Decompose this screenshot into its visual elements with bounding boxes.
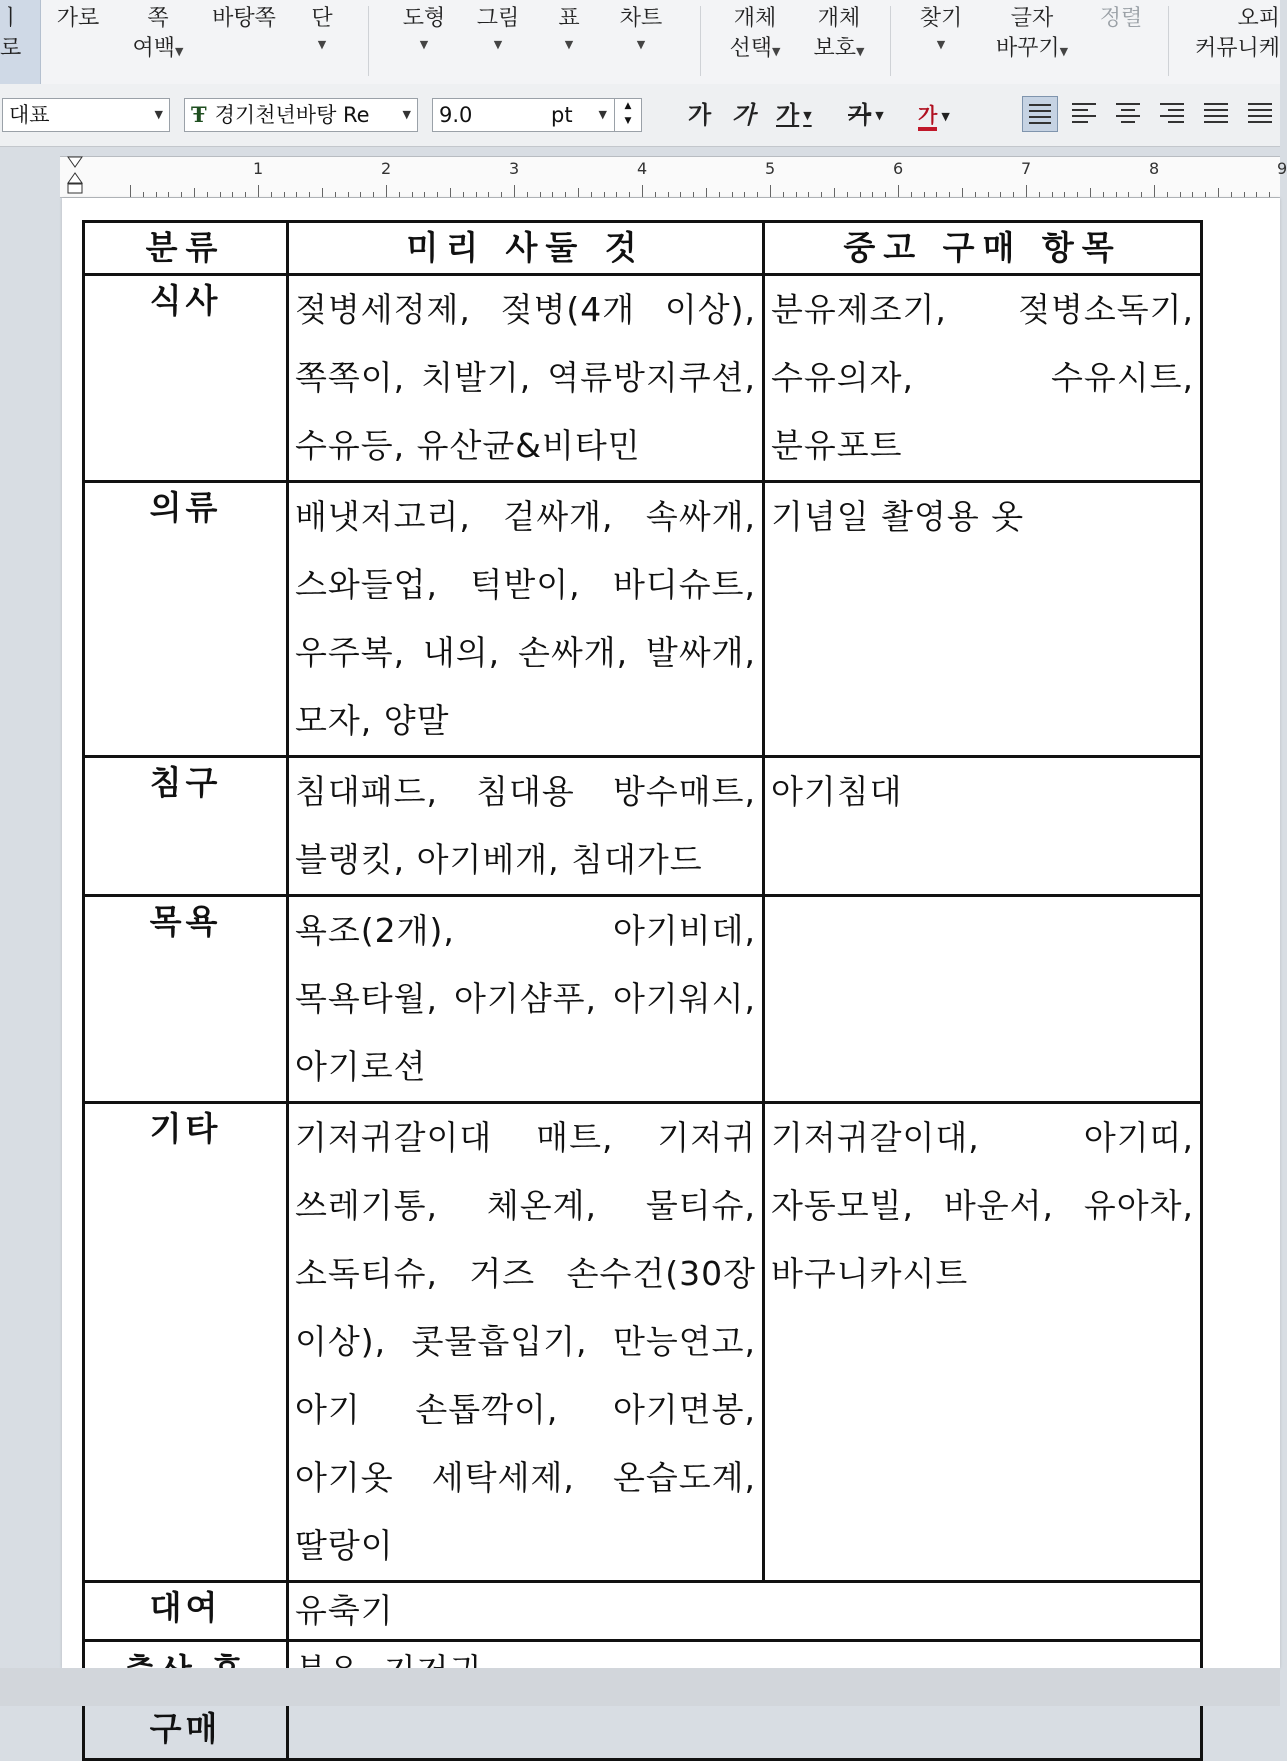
strikethrough-button[interactable]: 가 ▼: [848, 101, 884, 129]
ribbon-label: 찾기: [919, 6, 963, 31]
ruler-tick: [1116, 192, 1117, 197]
ruler-tick: [693, 192, 694, 197]
ribbon-label: 쪽: [147, 6, 169, 31]
ruler-tick: [1231, 192, 1232, 197]
font-value: 경기천년바탕 Re: [214, 103, 370, 127]
ribbon-item-landscape[interactable]: [50, 0, 106, 84]
ruler-tick: [1180, 192, 1181, 197]
ruler-tick: [181, 192, 182, 197]
used-purchase-cell[interactable]: 아기침대: [764, 757, 1202, 896]
buy-in-advance-cell[interactable]: 침대패드, 침대용 방수매트, 블랭킷, 아기베개, 침대가드: [288, 757, 764, 896]
ribbon-toolbar: [0, 0, 1280, 85]
ruler-tick: [360, 192, 361, 197]
bold-button[interactable]: 가: [688, 101, 712, 129]
ruler-tick: [629, 192, 630, 197]
ruler-tick: [770, 185, 771, 197]
ribbon-item-page-margin[interactable]: [120, 0, 196, 84]
ribbon-item-find[interactable]: [914, 0, 968, 84]
buy-in-advance-cell[interactable]: 기저귀갈이대 매트, 기저귀 쓰레기통, 체온계, 물티슈, 소독티슈, 거즈 손수건(30장 이상), 콧물흡입기, 만능연고, 아기 손톱깍이, 아기면봉, 아기옷 세탁세제, 온습도계, 딸랑이: [288, 1103, 764, 1582]
ruler-tick: [744, 192, 745, 197]
ruler-tick: [655, 192, 656, 197]
ruler-tick: [898, 185, 899, 197]
ruler-tick: [885, 192, 886, 197]
align-justify-button[interactable]: [1022, 96, 1058, 132]
ruler-tick: [501, 192, 502, 197]
category-cell[interactable]: 기타: [84, 1103, 288, 1582]
ruler-tick: [706, 188, 707, 197]
used-purchase-cell[interactable]: [764, 896, 1202, 1103]
font-select[interactable]: [184, 98, 418, 132]
ruler-tick: [808, 192, 809, 197]
table-row: [84, 1103, 1202, 1582]
dropdown-arrow-icon: ▼: [564, 38, 574, 51]
italic-button[interactable]: 가: [732, 101, 756, 129]
ruler-tick: [642, 185, 643, 197]
ruler-tick: [271, 192, 272, 197]
ruler-tick: [156, 192, 157, 197]
ruler-tick: [860, 192, 861, 197]
ruler-number: 3: [509, 159, 520, 178]
table-header-cell[interactable]: 중고 구매 항목: [764, 222, 1202, 275]
ruler-tick: [527, 192, 528, 197]
ruler-tick: [1000, 192, 1001, 197]
table-header-cell[interactable]: 분류: [84, 222, 288, 275]
font-size-select[interactable]: [432, 98, 642, 132]
ruler-tick: [1154, 185, 1155, 197]
ribbon-label: 차트: [619, 6, 663, 31]
ribbon-label: ㅣ로: [0, 6, 22, 61]
ruler-tick: [220, 192, 221, 197]
buy-in-advance-cell[interactable]: 젖병세정제, 젖병(4개 이상), 쪽쪽이, 치발기, 역류방지쿠션, 수유등, 유산균&비타민: [288, 275, 764, 482]
chevron-down-icon: ▼: [875, 109, 884, 122]
document-page[interactable]: [62, 198, 1280, 1748]
ruler-number: 7: [1021, 159, 1032, 178]
category-cell[interactable]: 구매: [84, 1641, 288, 1760]
chevron-down-icon: ▼: [402, 108, 411, 121]
ruler-tick: [1269, 192, 1270, 197]
ribbon-separator: [368, 6, 369, 76]
ruler-tick: [680, 192, 681, 197]
ribbon-label: 바탕쪽: [212, 6, 276, 31]
ruler-tick: [476, 192, 477, 197]
ribbon-label: 단: [311, 6, 333, 31]
ruler-tick: [296, 192, 297, 197]
category-cell[interactable]: 식사: [84, 275, 288, 482]
table-header-cell[interactable]: 미리 사둘 것: [288, 222, 764, 275]
ribbon-label: 개체: [817, 6, 861, 31]
ruler-tick: [1192, 192, 1193, 197]
ruler-tick: [975, 192, 976, 197]
ruler-tick: [437, 192, 438, 197]
ribbon-label: 도형: [402, 6, 446, 31]
ruler-tick: [1256, 192, 1257, 197]
ruler-tick: [604, 192, 605, 197]
ruler-tick: [1064, 192, 1065, 197]
ruler-tick: [1218, 188, 1219, 197]
ruler-tick: [488, 192, 489, 197]
ruler-tick: [668, 192, 669, 197]
ruler-tick: [1103, 192, 1104, 197]
buy-in-advance-cell[interactable]: 배냇저고리, 겉싸개, 속싸개, 스와들업, 턱받이, 바디슈트, 우주복, 내의, 손싸개, 발싸개, 모자, 양말: [288, 482, 764, 757]
align-left-button[interactable]: [1066, 96, 1102, 132]
ruler-tick: [399, 192, 400, 197]
ribbon-separator: [890, 6, 891, 76]
rental-cell[interactable]: 유축기: [288, 1582, 1202, 1641]
ruler-tick: [962, 188, 963, 197]
ruler-tick: [1013, 192, 1014, 197]
ribbon-item-sort[interactable]: [1094, 0, 1148, 84]
ruler-tick: [207, 192, 208, 197]
category-cell[interactable]: 침구: [84, 757, 288, 896]
ruler-tick: [1167, 192, 1168, 197]
ruler-number: 2: [381, 159, 392, 178]
chevron-down-icon: ▼: [803, 109, 812, 122]
ruler-tick: [936, 192, 937, 197]
align-distribute-button[interactable]: [1198, 96, 1234, 132]
chevron-down-icon: ▼: [941, 109, 950, 123]
align-center-button[interactable]: [1110, 96, 1146, 132]
buy-in-advance-cell[interactable]: 욕조(2개), 아기비데, 목욕타월, 아기샴푸, 아기워시, 아기로션: [288, 896, 764, 1103]
ribbon-label: 글자: [1010, 6, 1054, 31]
dropdown-arrow-icon: ▼: [636, 38, 646, 51]
underline-button[interactable]: 가 ▼: [776, 101, 812, 129]
indent-marker-icon[interactable]: [68, 157, 82, 195]
ribbon-label: 표: [558, 6, 580, 31]
ruler-tick: [1205, 192, 1206, 197]
ruler-tick: [348, 192, 349, 197]
dropdown-arrow-icon: ▼: [317, 38, 327, 51]
ribbon-item-picture[interactable]: [472, 0, 524, 84]
ruler-tick: [514, 185, 515, 197]
ruler-tick: [284, 192, 285, 197]
ruler-tick: [911, 192, 912, 197]
ribbon-label-2: 바꾸기▼: [995, 36, 1069, 61]
ruler-tick: [872, 192, 873, 197]
ruler-tick: [988, 192, 989, 197]
category-cell[interactable]: 대여: [84, 1582, 288, 1641]
ruler-tick: [1077, 192, 1078, 197]
ruler-tick: [335, 192, 336, 197]
ribbon-item-0[interactable]: [0, 0, 41, 84]
ruler-tick: [783, 192, 784, 197]
chevron-down-icon: ▼: [598, 108, 607, 121]
ruler-tick: [168, 192, 169, 197]
ribbon-label: 정렬: [1099, 6, 1143, 31]
ruler-number: 9: [1277, 159, 1287, 178]
ruler-tick: [552, 192, 553, 197]
font-size-value: 9.0: [439, 103, 473, 127]
ribbon-item-protect-object[interactable]: [806, 0, 872, 84]
ruler-tick: [245, 192, 246, 197]
ruler-tick: [232, 192, 233, 197]
ruler-tick: [1244, 192, 1245, 197]
ribbon-separator: [700, 6, 701, 76]
status-strip: [0, 1668, 1280, 1706]
ribbon-label-2: 여백▼: [132, 36, 184, 61]
dropdown-arrow-icon: ▼: [856, 45, 865, 58]
ruler-number: 1: [253, 159, 264, 178]
ribbon-label: 개체: [733, 6, 777, 31]
ruler-tick: [924, 192, 925, 197]
ruler-tick: [143, 192, 144, 197]
ribbon-label: 그림: [476, 6, 520, 31]
ribbon-item-columns[interactable]: [305, 0, 339, 84]
ruler-tick: [540, 192, 541, 197]
ribbon-label-2: 보호▼: [813, 36, 865, 61]
ruler-tick: [450, 188, 451, 197]
ruler-number: 5: [765, 159, 776, 178]
ruler-tick: [463, 192, 464, 197]
ribbon-item-master-page[interactable]: [206, 0, 282, 84]
ruler-tick: [412, 192, 413, 197]
ruler-tick: [847, 192, 848, 197]
ruler-tick: [1026, 185, 1027, 197]
horizontal-ruler[interactable]: [60, 156, 1287, 198]
ruler-tick: [821, 192, 822, 197]
table-row: [84, 482, 1202, 757]
ruler-tick: [834, 188, 835, 197]
size-spinner[interactable]: ▲ ▼: [614, 99, 641, 131]
ribbon-item-chart[interactable]: [614, 0, 668, 84]
used-purchase-cell[interactable]: 분유제조기, 젖병소독기, 수유의자, 수유시트, 분유포트: [764, 275, 1202, 482]
ruler-tick: [130, 185, 131, 197]
table-row: [84, 757, 1202, 896]
dropdown-arrow-icon: ▼: [1059, 45, 1069, 58]
ribbon-item-select-object[interactable]: [722, 0, 788, 84]
ruler-tick: [1128, 192, 1129, 197]
document-table[interactable]: [82, 220, 1203, 1761]
align-split-button[interactable]: [1242, 96, 1278, 132]
category-cell[interactable]: 의류: [84, 482, 288, 757]
ruler-tick: [309, 192, 310, 197]
ruler-tick: [578, 188, 579, 197]
ruler-tick: [757, 192, 758, 197]
ruler-tick: [1090, 188, 1091, 197]
table-header-row: [84, 222, 1202, 275]
ruler-tick: [1039, 192, 1040, 197]
style-value: 대표: [9, 103, 50, 127]
dropdown-arrow-icon: ▼: [772, 45, 781, 58]
ruler-tick: [591, 192, 592, 197]
style-select[interactable]: [2, 98, 170, 132]
ribbon-item-replace[interactable]: [990, 0, 1074, 84]
table-row: [84, 275, 1202, 482]
ribbon-label: 가로: [56, 6, 100, 31]
ruler-tick: [1141, 192, 1142, 197]
ruler-tick: [796, 192, 797, 197]
ribbon-item-table[interactable]: [556, 0, 582, 84]
ruler-tick: [322, 188, 323, 197]
format-toolbar: [0, 84, 1280, 147]
dropdown-arrow-icon: ▼: [936, 38, 946, 51]
dropdown-arrow-icon: ▼: [175, 45, 184, 58]
ruler-tick: [949, 192, 950, 197]
dropdown-arrow-icon: ▼: [493, 38, 503, 51]
used-purchase-cell[interactable]: 기념일 촬영용 옷: [764, 482, 1202, 757]
ruler-tick: [565, 192, 566, 197]
ruler-tick: [258, 185, 259, 197]
table-row: [84, 1582, 1202, 1641]
font-size-unit: pt: [551, 103, 573, 127]
align-right-button[interactable]: [1154, 96, 1190, 132]
ribbon-item-shape[interactable]: [398, 0, 450, 84]
font-color-button[interactable]: 가 ▼: [918, 98, 950, 132]
dropdown-arrow-icon: ▼: [419, 38, 429, 51]
ribbon-label: 오피: [1237, 6, 1280, 31]
ruler-tick: [1052, 192, 1053, 197]
ruler-tick: [719, 192, 720, 197]
ruler-tick: [194, 188, 195, 197]
chevron-down-icon: ▼: [154, 108, 163, 121]
ribbon-label-2: 커뮤니케: [1194, 36, 1280, 61]
ruler-tick: [424, 192, 425, 197]
used-purchase-cell[interactable]: 기저귀갈이대, 아기띠, 자동모빌, 바운서, 유아차, 바구니카시트: [764, 1103, 1202, 1582]
ruler-number: 6: [893, 159, 904, 178]
ruler-tick: [616, 192, 617, 197]
ruler-tick: [732, 192, 733, 197]
table-row: [84, 896, 1202, 1103]
ribbon-separator: [1168, 6, 1169, 76]
category-cell[interactable]: 목욕: [84, 896, 288, 1103]
ribbon-label-2: 선택▼: [729, 36, 781, 61]
truetype-font-icon: Ŧ: [191, 102, 207, 127]
ruler-tick: [373, 192, 374, 197]
ruler-number: 8: [1149, 159, 1160, 178]
ribbon-item-office-community[interactable]: [1190, 0, 1280, 84]
ruler-tick: [386, 185, 387, 197]
ruler-number: 4: [637, 159, 648, 178]
